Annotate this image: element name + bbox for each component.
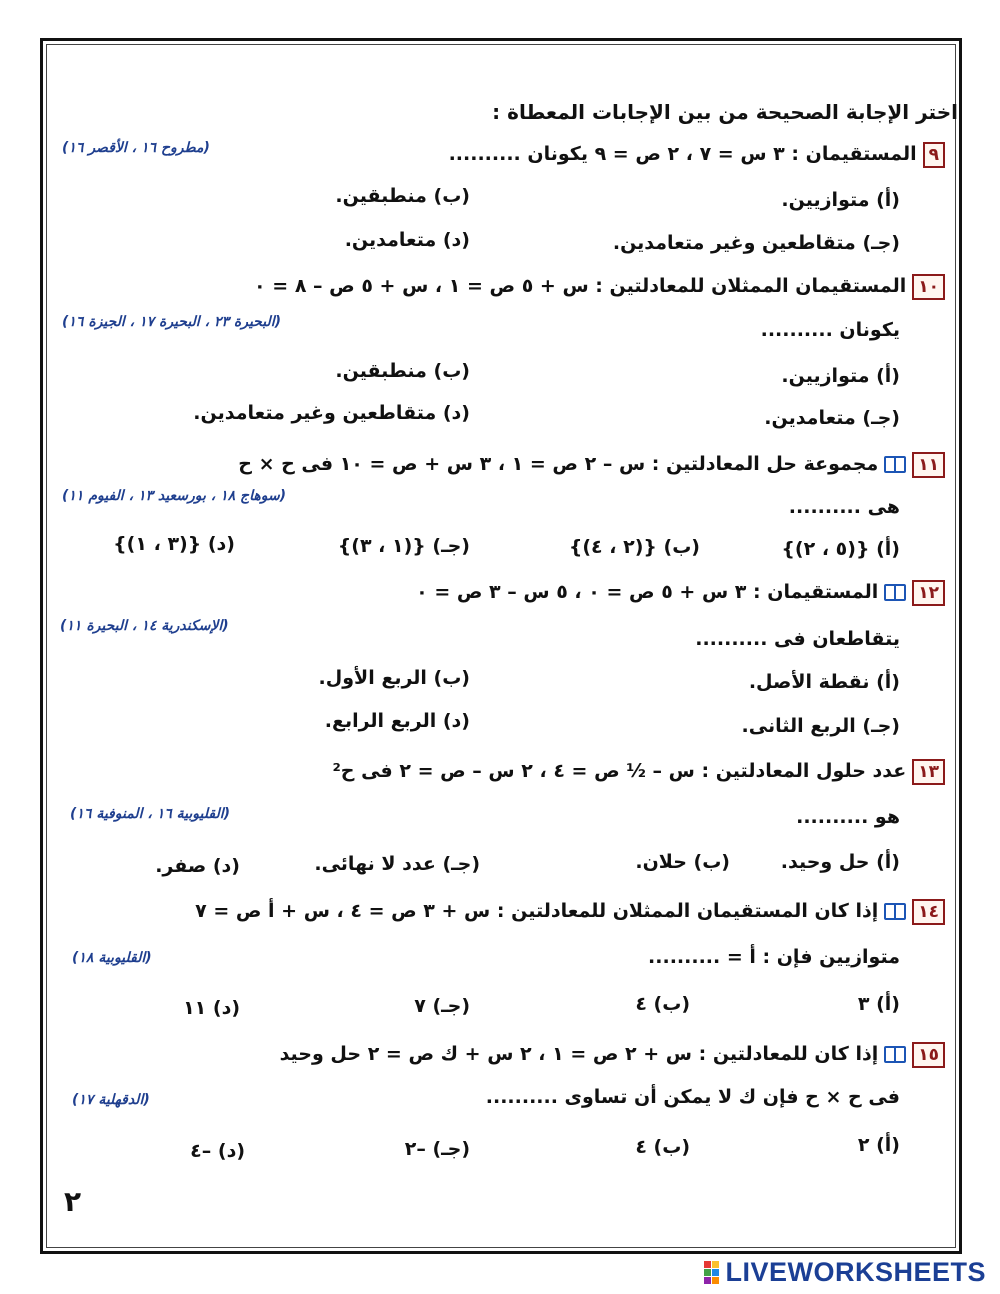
q14-option-c[interactable]: (جـ) ٧ <box>414 995 470 1017</box>
question-11-stem: مجموعة حل المعادلتين : س – ٢ ص = ١ ، ٣ س + ص = ١٠ فى ح × ح <box>238 453 879 475</box>
book-icon <box>884 1046 906 1063</box>
q11-option-c[interactable]: (جـ) {(١ ، ٣)} <box>337 535 470 557</box>
q13-option-d[interactable]: (د) صفر. <box>155 855 240 877</box>
q15-option-b[interactable]: (ب) ٤ <box>635 1136 690 1158</box>
logo-square <box>704 1269 711 1276</box>
q12-option-c[interactable]: (جـ) الربع الثانى. <box>741 715 900 737</box>
question-14-number: ١٤ <box>912 899 945 925</box>
logo-square <box>712 1269 719 1276</box>
question-11-number: ١١ <box>912 452 945 478</box>
book-icon <box>884 456 906 473</box>
q10-option-b[interactable]: (ب) منطبقين. <box>335 360 470 382</box>
q11-option-b[interactable]: (ب) {(٢ ، ٤)} <box>568 536 700 558</box>
q12-option-b[interactable]: (ب) الربع الأول. <box>318 667 470 689</box>
q13-option-b[interactable]: (ب) حلان. <box>635 851 730 873</box>
question-10-number: ١٠ <box>912 274 945 300</box>
question-14-stem-2: متوازيين فإن : أ = .......... <box>648 946 900 968</box>
q10-option-d[interactable]: (د) متقاطعين وغير متعامدين. <box>193 402 470 424</box>
question-12-stem: المستقيمان : ٣ س + ٥ ص = ٠ ، ٥ س – ٣ ص = ٠ <box>416 581 879 603</box>
book-icon <box>884 584 906 601</box>
page-number: ٢ <box>64 1185 82 1218</box>
q9-option-d[interactable]: (د) متعامدين. <box>344 229 470 251</box>
question-13-stem-2: هو .......... <box>796 806 900 828</box>
q9-option-a[interactable]: (أ) متوازيين. <box>781 189 900 211</box>
question-14-stem: إذا كان المستقيمان الممثلان للمعادلتين : س + ٣ ص = ٤ ، س + أ ص = ٧ <box>195 900 879 922</box>
q15-option-a[interactable]: (أ) ٢ <box>857 1134 900 1156</box>
q14-option-b[interactable]: (ب) ٤ <box>635 993 690 1015</box>
logo-square <box>704 1277 711 1284</box>
question-13-number: ١٣ <box>912 759 945 785</box>
liveworksheets-logo-icon <box>704 1261 719 1284</box>
logo-square <box>712 1277 719 1284</box>
q10-option-c[interactable]: (جـ) متعامدين. <box>764 407 900 429</box>
q15-option-c[interactable]: (جـ) –٢ <box>404 1138 470 1160</box>
question-11-source: (سوهاج ١٨ ، بورسعيد ١٣ ، الفيوم ١١) <box>62 488 287 504</box>
liveworksheets-footer[interactable] <box>704 1256 986 1288</box>
question-11-stem-2: هى .......... <box>788 496 900 518</box>
question-15-stem-2: فى ح × ح فإن ك لا يمكن أن تساوى .......... <box>485 1086 900 1108</box>
question-14-source: (القليوبية ١٨) <box>72 950 152 966</box>
question-10-stem-2: يكونان .......... <box>760 319 900 341</box>
q9-option-b[interactable]: (ب) منطبقين. <box>335 185 470 207</box>
q13-option-a[interactable]: (أ) حل وحيد. <box>780 851 900 873</box>
question-15 <box>280 1040 945 1068</box>
q14-option-a[interactable]: (أ) ٣ <box>857 993 900 1015</box>
question-12-source: (الإسكندرية ١٤ ، البحيرة ١١) <box>60 618 229 634</box>
liveworksheets-brand: LIVEWORKSHEETS <box>725 1256 986 1287</box>
q13-option-c[interactable]: (جـ) عدد لا نهائى. <box>314 853 480 875</box>
q11-option-d[interactable]: (د) {(٣ ، ١)} <box>113 533 235 555</box>
logo-square <box>712 1261 719 1268</box>
question-10 <box>254 272 945 300</box>
question-15-source: (الدقهلية ١٧) <box>72 1092 150 1108</box>
question-10-source: (البحيرة ٢٣ ، البحيرة ١٧ ، الجيزة ١٦) <box>62 314 281 330</box>
question-13-stem: عدد حلول المعادلتين : س – ½ ص = ٤ ، ٢ س – ص = ٢ فى ح² <box>332 760 907 782</box>
question-12 <box>416 578 945 606</box>
q9-option-c[interactable]: (جـ) متقاطعين وغير متعامدين. <box>612 232 900 254</box>
question-11 <box>238 450 945 478</box>
instructions-heading: اختر الإجابة الصحيحة من بين الإجابات المعطاة : <box>492 100 958 124</box>
question-9-source: (مطروح ١٦ ، الأقصر ١٦) <box>62 140 210 156</box>
question-15-number: ١٥ <box>912 1042 945 1068</box>
q11-option-a[interactable]: (أ) {(٥ ، ٢)} <box>781 538 900 560</box>
question-13-source: (القليوبية ١٦ ، المنوفية ١٦) <box>70 806 231 822</box>
question-9-stem: المستقيمان : ٣ س = ٧ ، ٢ ص = ٩ يكونان .......... <box>448 143 917 165</box>
q12-option-d[interactable]: (د) الربع الرابع. <box>324 710 470 732</box>
question-14 <box>195 897 945 925</box>
question-9-number: ٩ <box>923 142 945 168</box>
question-13 <box>332 757 945 785</box>
question-12-number: ١٢ <box>912 580 945 606</box>
q15-option-d[interactable]: (د) –٤ <box>190 1140 245 1162</box>
q12-option-a[interactable]: (أ) نقطة الأصل. <box>748 671 900 693</box>
question-15-stem: إذا كان للمعادلتين : س + ٢ ص = ١ ، ٢ س + ك ص = ٢ حل وحيد <box>279 1043 879 1065</box>
question-12-stem-2: يتقاطعان فى .......... <box>695 628 900 650</box>
q14-option-d[interactable]: (د) ١١ <box>183 997 240 1019</box>
q10-option-a[interactable]: (أ) متوازيين. <box>781 365 900 387</box>
logo-square <box>704 1261 711 1268</box>
question-9 <box>449 140 945 168</box>
question-10-stem: المستقيمان الممثلان للمعادلتين : س + ٥ ص = ١ ، س + ٥ ص – ٨ = ٠ <box>254 275 907 297</box>
book-icon <box>884 903 906 920</box>
